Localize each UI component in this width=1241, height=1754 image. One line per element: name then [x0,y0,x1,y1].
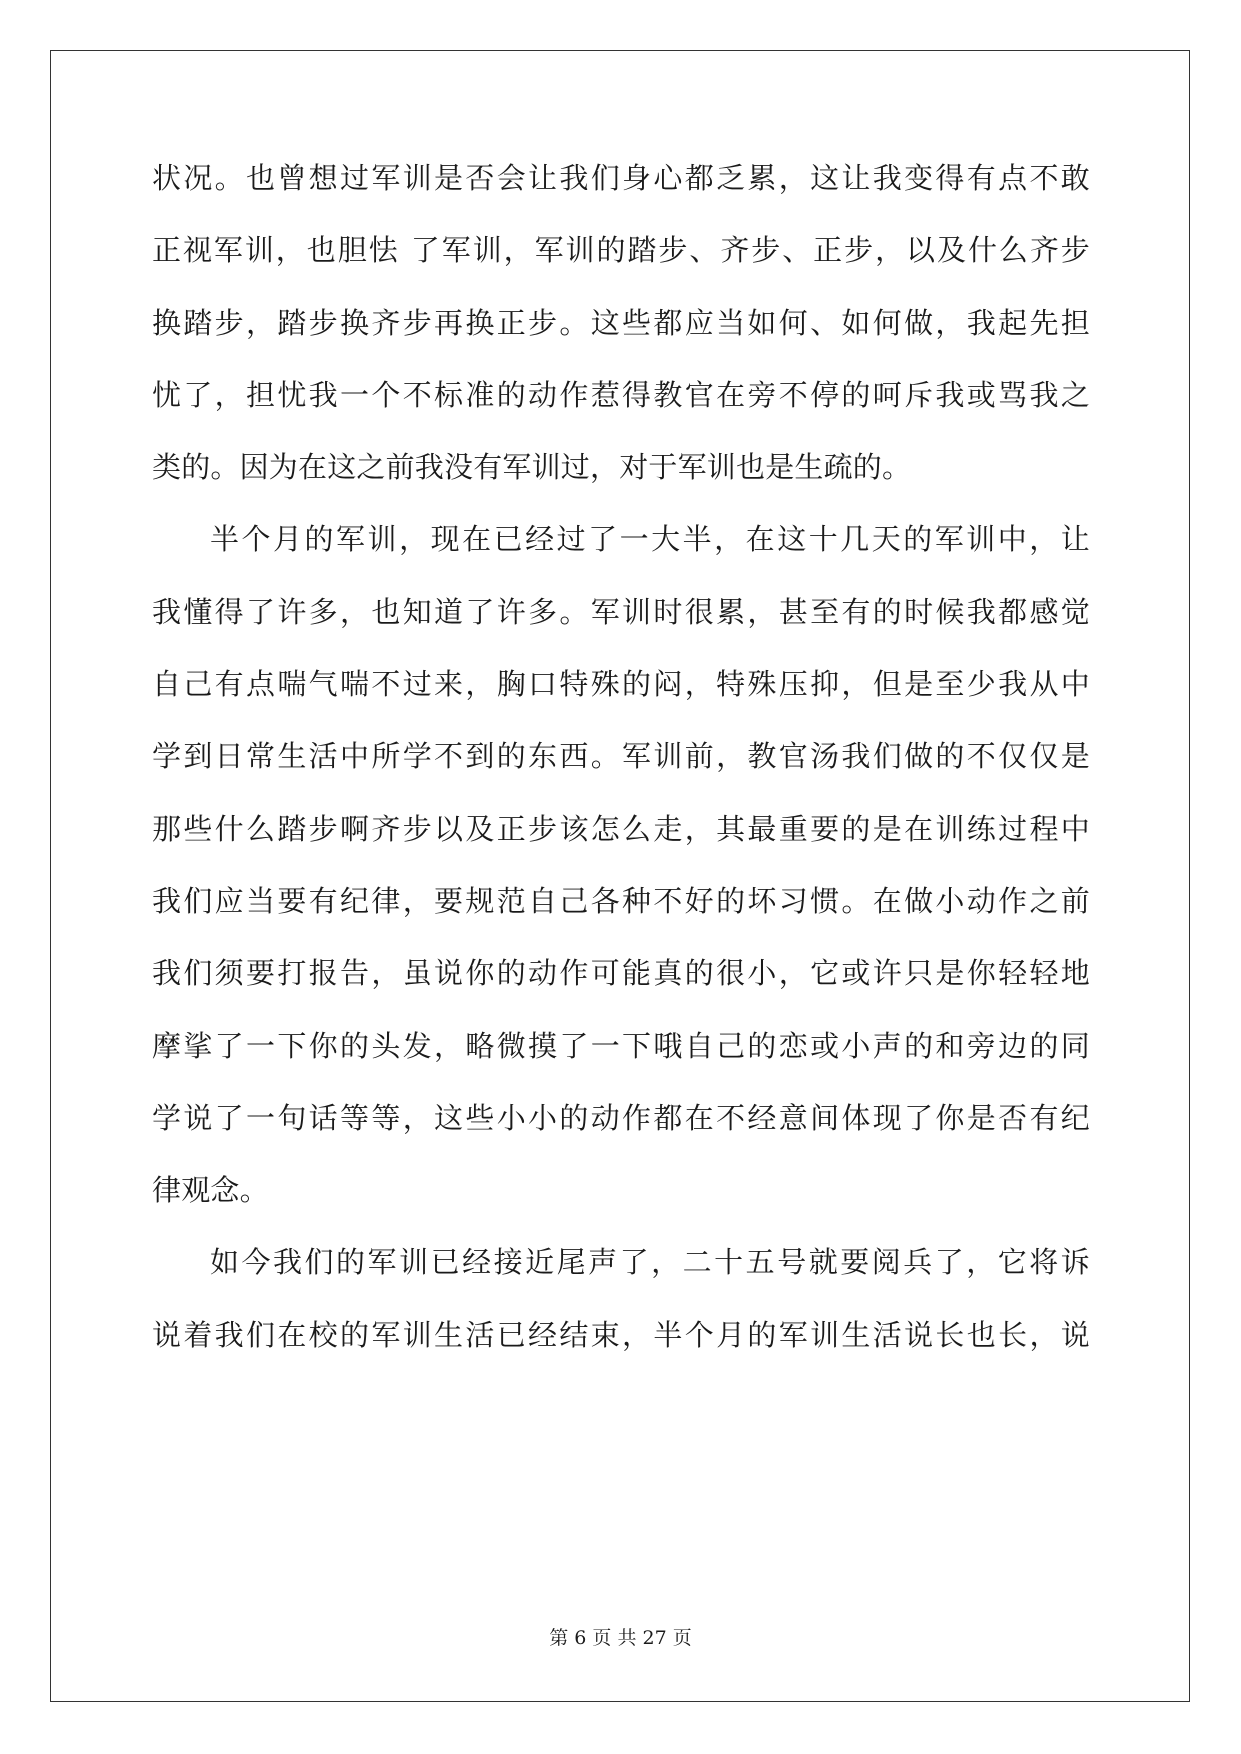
text-line: 学到日常生活中所学不到的东西。军训前，教官汤我们做的不仅仅是 [152,739,1090,774]
text-line: 我们须要打报告，虽说你的动作可能真的很小，它或许只是你轻轻地 [152,956,1090,991]
text-line: 类的。因为在这之前我没有军训过，对于军训也是生疏的。 [152,450,912,485]
text-line: 那些什么踏步啊齐步以及正步该怎么走，其最重要的是在训练过程中 [152,811,1090,846]
text-line: 摩挲了一下你的头发，略微摸了一下哦自己的恋或小声的和旁边的同 [152,1028,1090,1063]
text-line: 学说了一句话等等，这些小小的动作都在不经意间体现了你是否有纪 [152,1100,1090,1135]
text-line: 正视军训，也胆怯 了军训，军训的踏步、齐步、正步，以及什么齐步 [152,233,1090,268]
text-line: 状况。也曾想过军训是否会让我们身心都乏累，这让我变得有点不敢 [152,161,1090,195]
text-line: 忧了，担忧我一个不标准的动作惹得教官在旁不停的呵斥我或骂我之 [152,377,1090,412]
document-body [152,160,1090,1389]
paragraph-first-line: 半个月的军训，现在已经过了一大半，在这十几天的军训中，让 [210,522,1090,557]
paragraph-first-line: 如今我们的军训已经接近尾声了，二十五号就要阅兵了，它将诉 [210,1245,1090,1280]
text-line: 律观念。 [152,1173,269,1208]
text-line: 我们应当要有纪律，要规范自己各种不好的坏习惯。在做小动作之前 [152,883,1090,918]
text-line: 我懂得了许多，也知道了许多。军训时很累，甚至有的时候我都感觉 [152,594,1090,629]
page-number-footer: 第 6 页 共 27 页 [549,1627,692,1649]
text-line: 自己有点喘气喘不过来，胸口特殊的闷，特殊压抑，但是至少我从中 [152,667,1090,702]
text-line: 换踏步，踏步换齐步再换正步。这些都应当如何、如何做，我起先担 [152,305,1090,340]
text-line: 说着我们在校的军训生活已经结束，半个月的军训生活说长也长，说 [152,1317,1090,1352]
